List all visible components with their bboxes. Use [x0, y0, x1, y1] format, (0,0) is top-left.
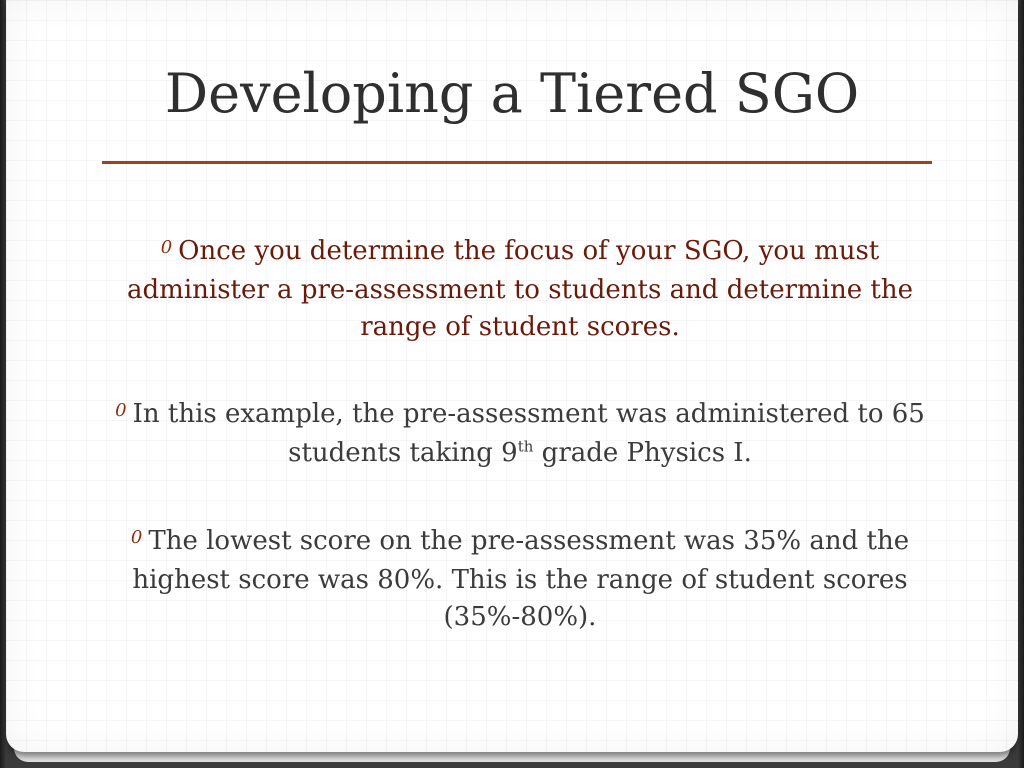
bullet-item-3: [110, 523, 930, 636]
bullet-marker-1: 0: [160, 237, 173, 258]
bullet-item-1: [110, 233, 930, 346]
bullet-marker-2: 0: [115, 400, 127, 421]
bullet-item-2: [110, 396, 930, 472]
title-divider: [102, 161, 932, 164]
bullet-text-2: In this example, the pre-assessment was administered to 65 students taking 9: [132, 399, 925, 468]
bullet-text-1: Once you determine the focus of your SGO, you must administer a pre-assessment to students and determine the range of student scores.: [127, 236, 913, 342]
bullet-text-2-end: grade Physics I.: [533, 438, 752, 468]
bullet-marker-3: 0: [130, 527, 143, 548]
ordinal-superscript: th: [517, 437, 534, 456]
slide-title: Developing a Tiered SGO: [164, 62, 860, 125]
bullet-text-3: The lowest score on the pre-assessment was 35% and the highest score was 80%. This is the range of student scores (35%-80%).: [132, 526, 910, 632]
